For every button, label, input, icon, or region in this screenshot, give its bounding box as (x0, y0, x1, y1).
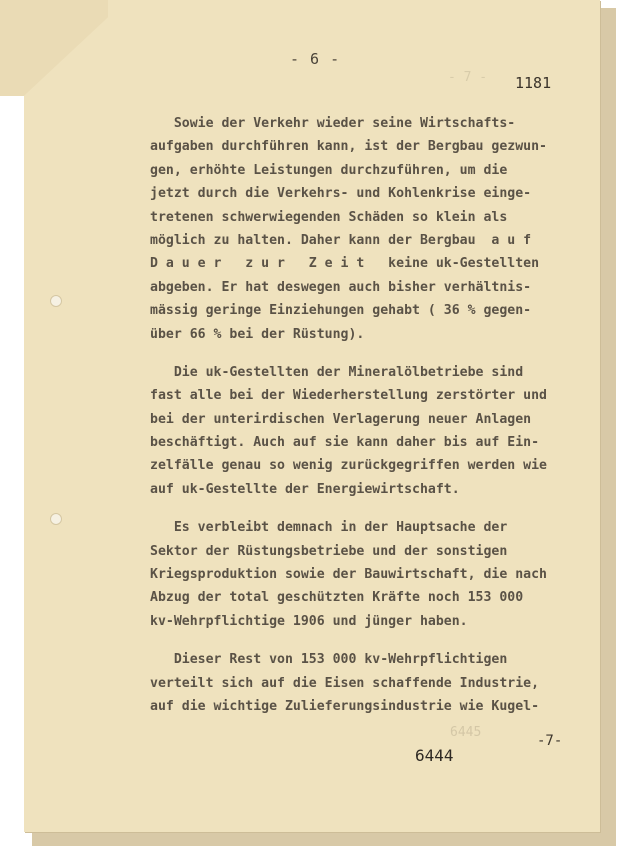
text-line: aufgaben durchführen kann, ist der Bergbau gezwun- (150, 139, 547, 155)
paragraph (150, 648, 580, 718)
text-line: mässig geringe Einziehungen gehabt ( 36 % gegen- (150, 303, 532, 319)
text-line: kv-Wehrpflichtige 1906 und jünger haben. (150, 613, 468, 629)
text-line: bei der unterirdischen Verlagerung neuer Anlagen (150, 411, 532, 427)
text-line: abgeben. Er hat deswegen auch bisher verhältnis- (150, 279, 532, 295)
archive-number-top: 1181 (515, 74, 552, 92)
text-line: zelfälle genau so wenig zurückgegriffen werden wie (150, 458, 547, 474)
bleed-through-page-marker: - 7 - (448, 70, 488, 85)
archive-number-bottom: 6444 (415, 746, 454, 765)
paragraph (150, 112, 580, 346)
paragraph (150, 361, 580, 501)
text-line: Es verbleibt demnach in der Hauptsache der (150, 520, 508, 536)
text-line: D a u e r z u r Z e i t keine uk-Gestellten (150, 256, 540, 272)
text-line: Abzug der total geschützten Kräfte noch 153 000 (150, 590, 524, 606)
text-line: jetzt durch die Verkehrs- und Kohlenkrise einge- (150, 186, 532, 202)
text-line: beschäftigt. Auch auf sie kann daher bis auf Ein- (150, 435, 540, 451)
text-line: über 66 % bei der Rüstung). (150, 326, 365, 342)
text-line: Sowie der Verkehr wieder seine Wirtschafts- (150, 116, 516, 131)
text-line: fast alle bei der Wiederherstellung zerstörter und (150, 388, 547, 404)
text-line: Sektor der Rüstungsbetriebe und der sonstigen (150, 543, 508, 559)
bleed-through-archive-number: 6445 (450, 725, 482, 740)
text-line: Die uk-Gestellten der Mineralölbetriebe sind (150, 364, 524, 380)
continuation-marker: -7- (537, 733, 563, 749)
text-line: Dieser Rest von 153 000 kv-Wehrpflichtigen (150, 652, 508, 668)
text-line: gen, erhöhte Leistungen durchzuführen, um die (150, 162, 508, 178)
text-line: tretenen schwerwiegenden Schäden so klein als (150, 209, 508, 225)
text-line: Kriegsproduktion sowie der Bauwirtschaft, die nach (150, 567, 547, 583)
typed-body-text (150, 112, 580, 733)
text-line: auf die wichtige Zulieferungsindustrie wie Kugel- (150, 698, 540, 714)
page-number-marker: - 6 - (290, 50, 341, 68)
text-line: möglich zu halten. Daher kann der Bergbau a u f (150, 232, 532, 248)
punch-hole-upper (50, 295, 62, 307)
text-line: verteilt sich auf die Eisen schaffende Industrie, (150, 675, 540, 691)
paragraph (150, 516, 580, 633)
text-line: auf uk-Gestellte der Energiewirtschaft. (150, 481, 460, 497)
punch-hole-lower (50, 513, 62, 525)
